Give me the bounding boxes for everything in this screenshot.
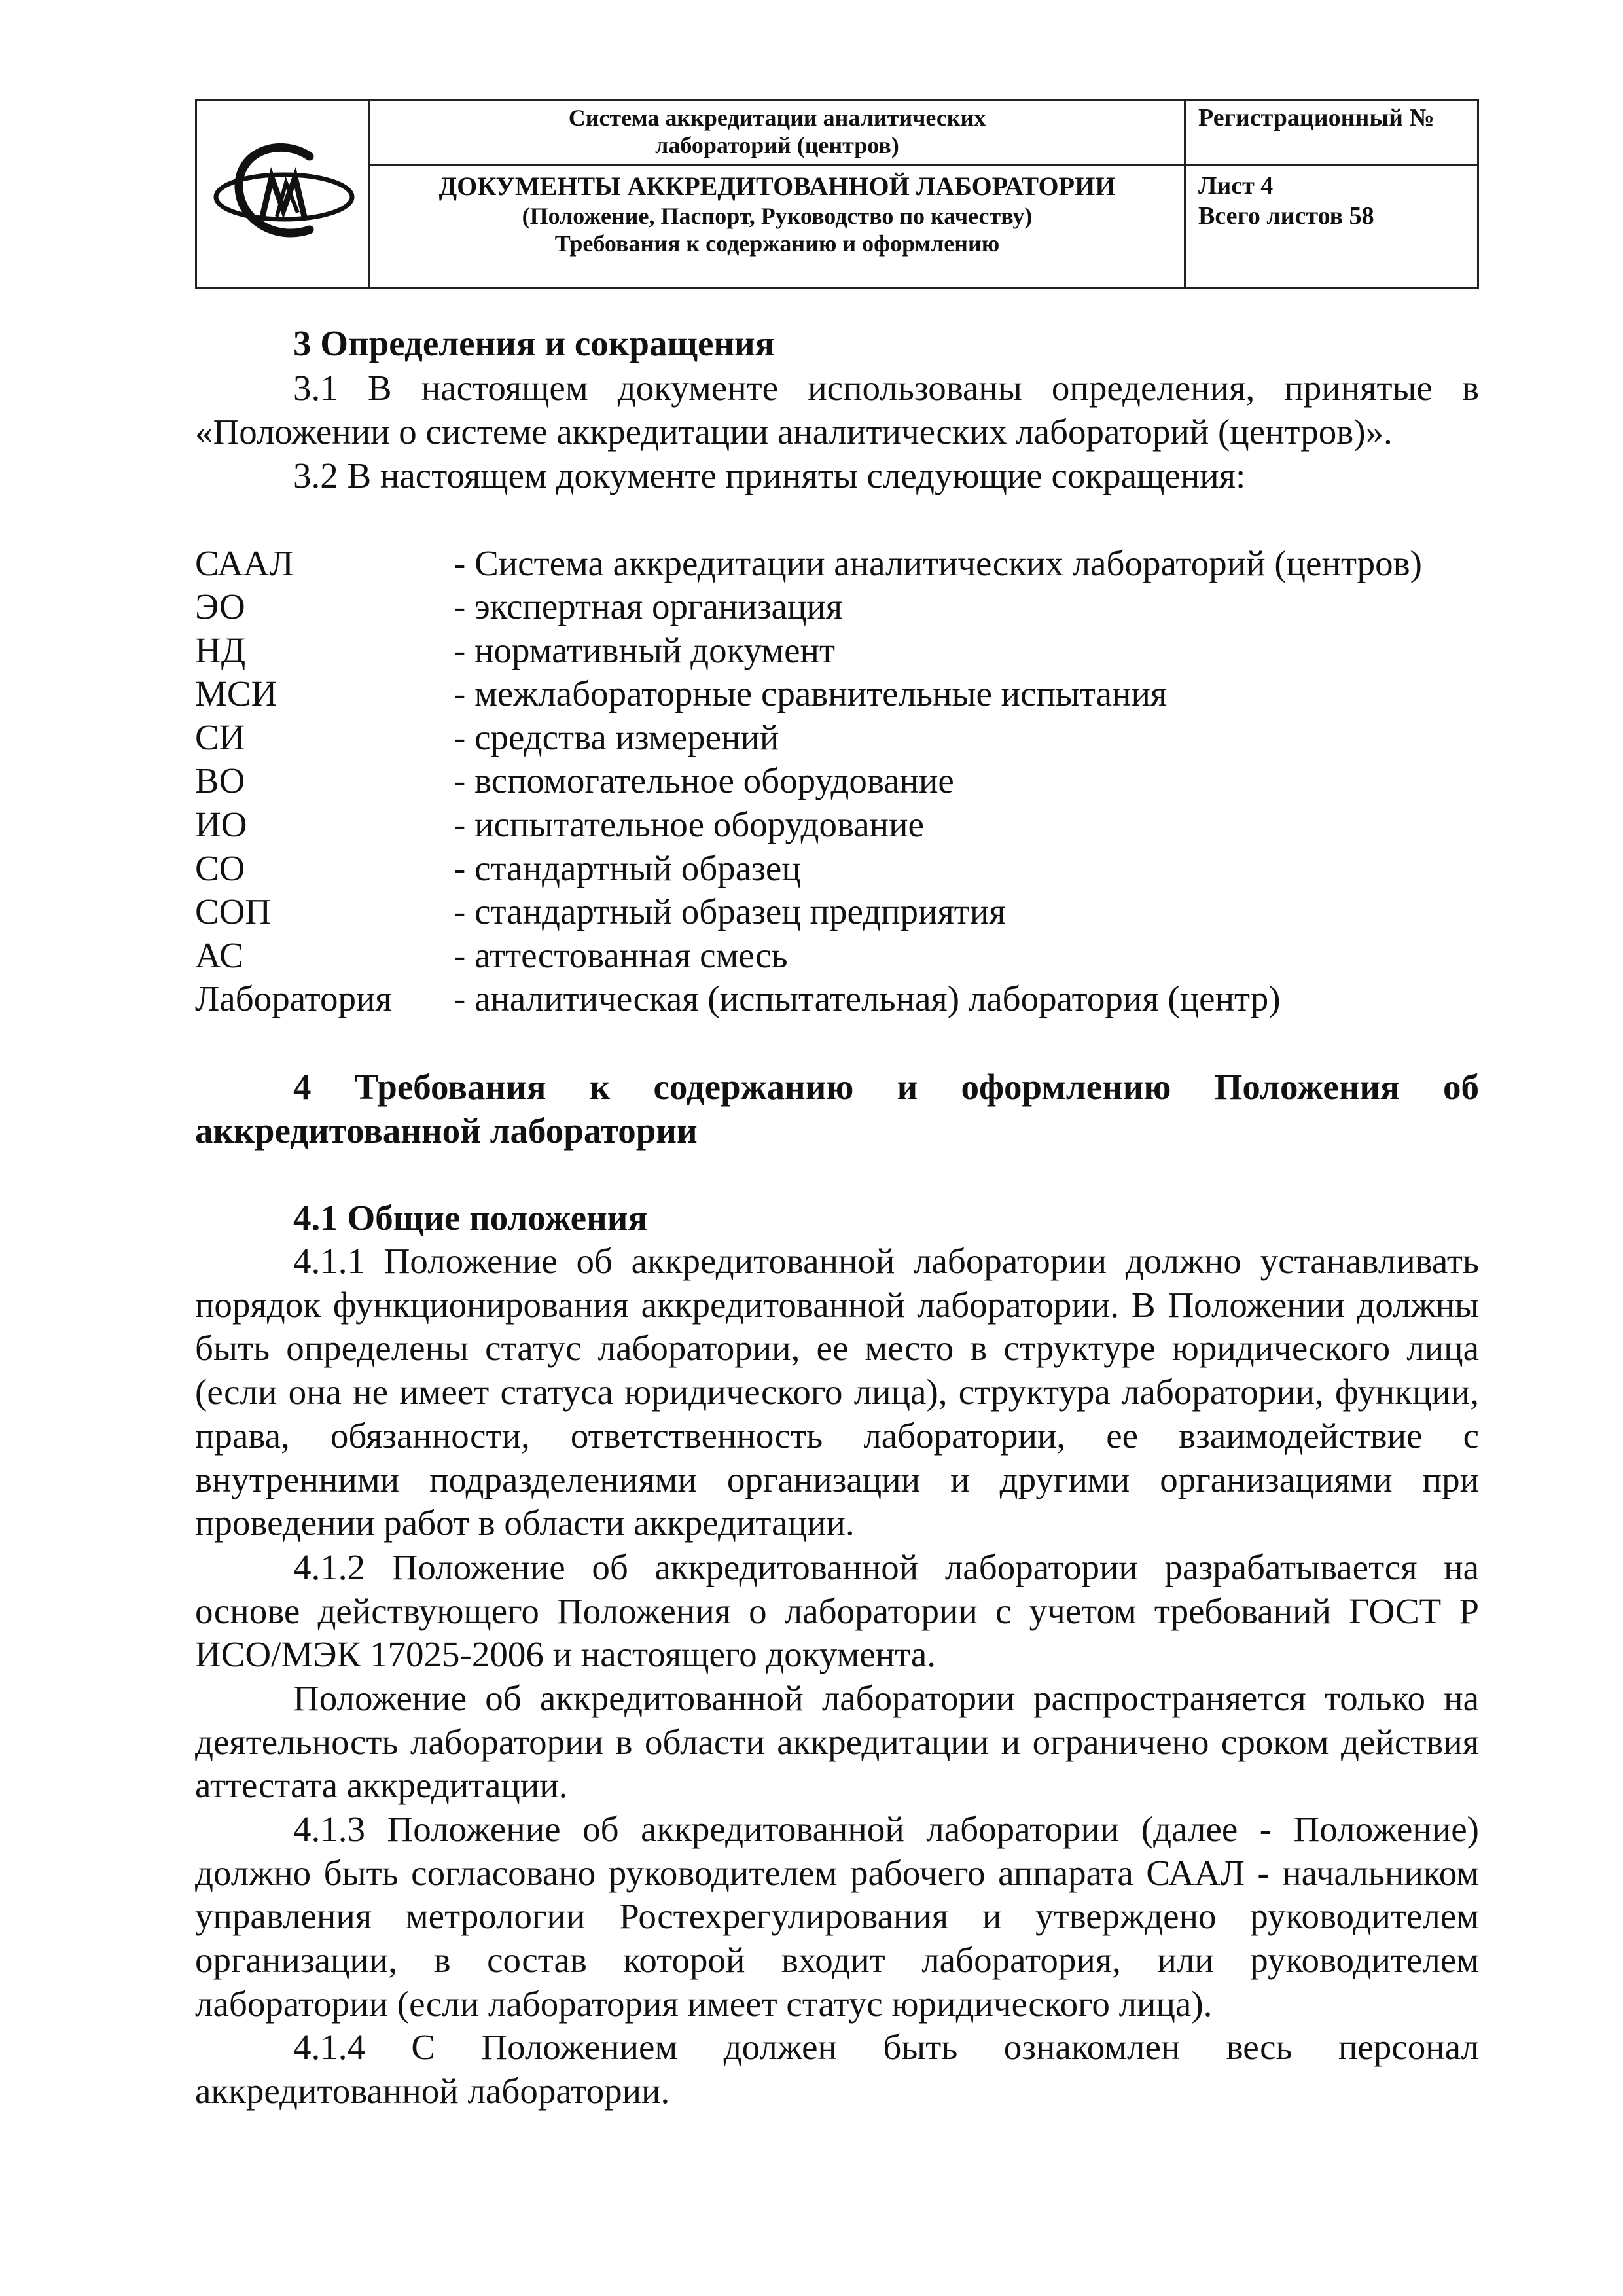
abbreviation-row bbox=[195, 803, 1479, 846]
abbreviation-definition: - испытательное оборудование bbox=[454, 804, 924, 844]
abbreviation-row bbox=[195, 977, 1479, 1020]
accreditation-system-title bbox=[370, 104, 1184, 159]
abbreviation-row bbox=[195, 585, 1479, 628]
document-title-block bbox=[370, 171, 1184, 257]
abbreviation-code: АС bbox=[195, 935, 243, 975]
section-heading bbox=[195, 1066, 1479, 1153]
section-heading-text: 4 Требования к содержанию и оформлению Положения об аккредитованной лаборатории bbox=[195, 1067, 1479, 1151]
abbreviation-definition: - аналитическая (испытательная) лаборатория (центр) bbox=[454, 978, 1281, 1018]
abbreviation-row bbox=[195, 542, 1479, 585]
paragraph-text: 4.1.4 С Положением должен быть ознакомлен весь персонал аккредитованной лаборатории. bbox=[195, 2027, 1479, 2111]
system-title-line: лабораторий (центров) bbox=[655, 132, 899, 158]
abbreviation-definition: - вспомогательное оборудование bbox=[454, 761, 954, 800]
abbreviation-definition: - стандартный образец предприятия bbox=[454, 891, 1006, 931]
paragraph-text: Положение об аккредитованной лаборатории распространяется только на деятельность лаборатории в области аккредитации и ограничено сроком действия аттестата аккредитации. bbox=[195, 1678, 1479, 1806]
abbreviation-definition: - стандартный образец bbox=[454, 848, 801, 888]
abbreviation-definition: - аттестованная смесь bbox=[454, 935, 788, 975]
abbreviation-code: ЭО bbox=[195, 586, 245, 626]
paragraph-text: 4.1.2 Положение об аккредитованной лаборатории разрабатывается на основе действующего Положения о лаборатории с учетом требований ГОСТ Р ИСО/МЭК 17025-2006 и настоящего документа. bbox=[195, 1547, 1479, 1675]
abbreviation-row bbox=[195, 672, 1479, 715]
paragraph bbox=[195, 1546, 1479, 1677]
abbreviation-row bbox=[195, 629, 1479, 672]
abbreviation-definition: - средства измерений bbox=[454, 717, 779, 757]
abbreviation-definition: - Система аккредитации аналитических лабораторий (центров) bbox=[454, 543, 1422, 583]
total-sheets: Всего листов 58 bbox=[1198, 202, 1374, 230]
abbreviation-code: СОП bbox=[195, 891, 272, 931]
abbreviation-row bbox=[195, 716, 1479, 759]
abbreviation-code: СААЛ bbox=[195, 543, 294, 583]
abbreviation-definition: - экспертная организация bbox=[454, 586, 843, 626]
abbreviation-definition: - межлабораторные сравнительные испытания bbox=[454, 673, 1168, 713]
sheet-number: Лист 4 bbox=[1198, 172, 1274, 200]
header-divider bbox=[1184, 101, 1186, 287]
paragraph bbox=[195, 367, 1479, 454]
paragraph bbox=[195, 1808, 1479, 2026]
header-divider bbox=[368, 164, 1477, 166]
abbreviation-code: ВО bbox=[195, 761, 245, 800]
abbreviation-definition: - нормативный документ bbox=[454, 630, 835, 670]
paragraph bbox=[195, 1240, 1479, 1545]
paragraph bbox=[195, 1677, 1479, 1808]
paragraph-text: 4.1.1 Положение об аккредитованной лаборатории должно устанавливать порядок функционирования аккредитованной лаборатории. В Положении должны быть определены статус лаборатории, ее место в структуре юридического лица (если она не имеет статуса юридического лица), структура лаборатории, функции, права, обязанности, ответственность лаборатории, ее взаимодействие с внутренними подразделениями организации и другими организациями при проведении работ в области аккредитации. bbox=[195, 1241, 1479, 1543]
paragraph-text: 4.1.3 Положение об аккредитованной лаборатории (далее - Положение) должно быть согласовано руководителем рабочего аппарата СААЛ - начальником управления метрологии Ростехрегулирования и утверждено руководителем организации, в состав которой входит лаборатория, или руководителем лаборатории (если лаборатория имеет статус юридического лица). bbox=[195, 1809, 1479, 2024]
subsection-heading: 4.1 Общие положения bbox=[293, 1198, 648, 1238]
system-title-line: Система аккредитации аналитических bbox=[568, 105, 986, 131]
paragraph: 3.2 В настоящем документе приняты следующие сокращения: bbox=[293, 456, 1246, 495]
document-subtitle: Требования к содержанию и оформлению bbox=[554, 230, 1000, 257]
abbreviation-code: ИО bbox=[195, 804, 247, 844]
abbreviation-code: НД bbox=[195, 630, 246, 670]
section-heading: 3 Определения и сокращения bbox=[293, 323, 775, 363]
abbreviation-code: МСИ bbox=[195, 673, 277, 713]
abbreviation-code: Лаборатория bbox=[195, 978, 392, 1018]
paragraph-text: 3.1 В настоящем документе использованы определения, принятые в «Положении о системе аккредитации аналитических лабораторий (центров)». bbox=[195, 368, 1479, 452]
abbreviation-row bbox=[195, 890, 1479, 933]
abbreviation-row bbox=[195, 759, 1479, 802]
abbreviation-row bbox=[195, 934, 1479, 977]
document-header bbox=[195, 99, 1479, 289]
abbreviation-row bbox=[195, 847, 1479, 890]
abbreviation-code: СО bbox=[195, 848, 245, 888]
paragraph bbox=[195, 2026, 1479, 2113]
abbreviation-code: СИ bbox=[195, 717, 245, 757]
sheet-info bbox=[1198, 171, 1374, 231]
document-subtitle: (Положение, Паспорт, Руководство по качеству) bbox=[522, 203, 1033, 229]
document-title: ДОКУМЕНТЫ АККРЕДИТОВАННОЙ ЛАБОРАТОРИИ bbox=[438, 171, 1116, 201]
registration-number-label: Регистрационный № bbox=[1198, 104, 1435, 132]
organization-logo-icon bbox=[211, 137, 357, 255]
